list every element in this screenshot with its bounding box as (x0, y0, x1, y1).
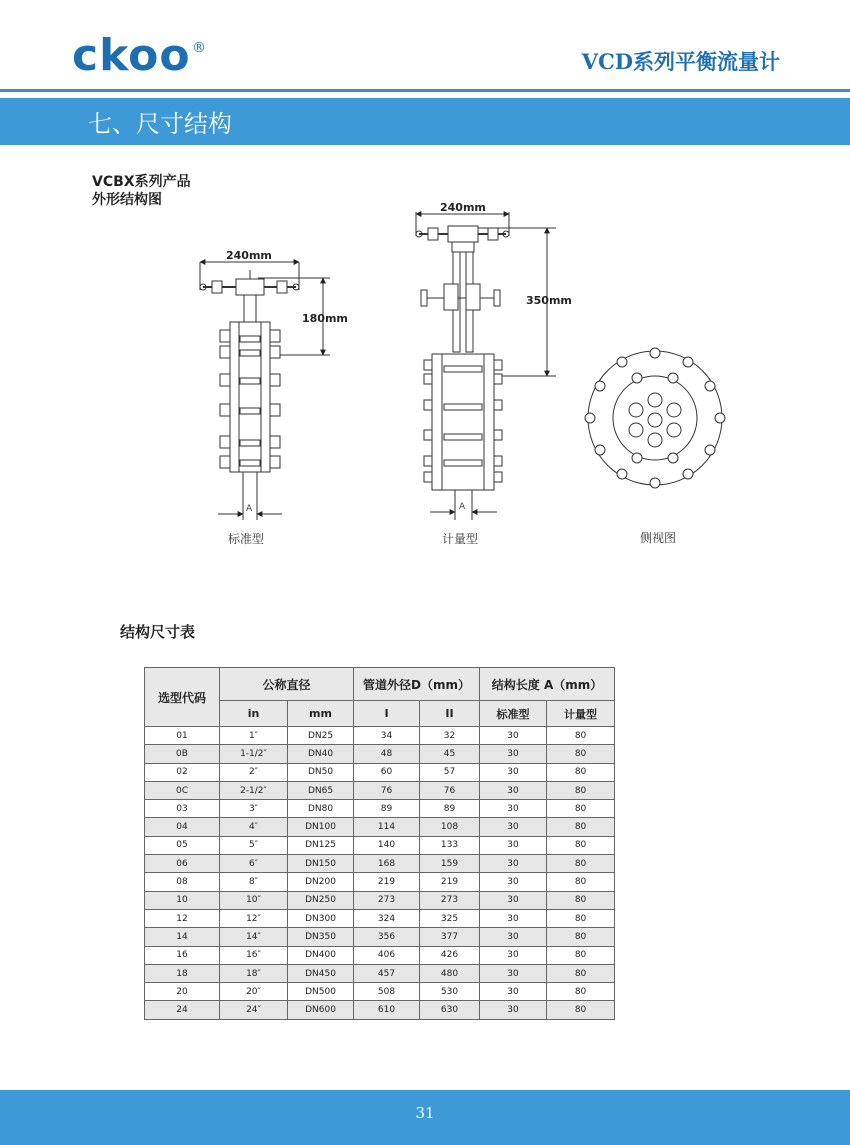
table-cell: 12 (145, 909, 220, 927)
table-cell: 0C (145, 781, 220, 799)
table-cell: 80 (547, 1001, 615, 1019)
table-cell: 30 (480, 763, 547, 781)
table-cell: 80 (547, 800, 615, 818)
table-cell: 2″ (220, 763, 288, 781)
table-cell: 45 (420, 745, 480, 763)
table-cell: 80 (547, 855, 615, 873)
table-cell: 8″ (220, 873, 288, 891)
table-cell: 30 (480, 946, 547, 964)
table-cell: 89 (420, 800, 480, 818)
table-cell: 76 (420, 781, 480, 799)
table-cell: 16 (145, 946, 220, 964)
table-cell: DN500 (288, 983, 354, 1001)
table-row (145, 781, 615, 799)
table-cell: 426 (420, 946, 480, 964)
header-standard: 标准型 (480, 701, 547, 727)
table-cell: DN65 (288, 781, 354, 799)
table-cell: 05 (145, 836, 220, 854)
table-cell: 02 (145, 763, 220, 781)
table-cell: 0B (145, 745, 220, 763)
table-cell: 168 (354, 855, 420, 873)
page-number: 31 (415, 1104, 435, 1122)
table-cell: 80 (547, 909, 615, 927)
table-row (145, 891, 615, 909)
metering-caption: 计量型 (442, 532, 479, 546)
dimension-table (144, 667, 615, 1020)
product-line-2: 外形结构图 (92, 192, 162, 208)
table-row (145, 909, 615, 927)
table-cell: 80 (547, 928, 615, 946)
table-cell: 18″ (220, 964, 288, 982)
table-cell: 610 (354, 1001, 420, 1019)
table-cell: DN350 (288, 928, 354, 946)
table-cell: 04 (145, 818, 220, 836)
table-row (145, 727, 615, 745)
table-cell: DN25 (288, 727, 354, 745)
table-cell: 24″ (220, 1001, 288, 1019)
table-cell: 356 (354, 928, 420, 946)
table-cell: 30 (480, 983, 547, 1001)
table-cell: 273 (354, 891, 420, 909)
table-cell: 14 (145, 928, 220, 946)
table-cell: 325 (420, 909, 480, 927)
table-cell: 30 (480, 818, 547, 836)
table-cell: 18 (145, 964, 220, 982)
table-cell: 30 (480, 781, 547, 799)
table-cell: 30 (480, 1001, 547, 1019)
table-cell: 80 (547, 727, 615, 745)
table-cell: 76 (354, 781, 420, 799)
table-cell: 80 (547, 781, 615, 799)
table-cell: 530 (420, 983, 480, 1001)
standard-caption: 标准型 (228, 532, 265, 546)
table-cell: DN40 (288, 745, 354, 763)
table-cell: DN125 (288, 836, 354, 854)
side-view-caption: 侧视图 (640, 531, 677, 545)
table-cell: 30 (480, 836, 547, 854)
header-in: in (220, 701, 288, 727)
table-cell: 108 (420, 818, 480, 836)
product-line-1: VCBX系列产品 (92, 174, 191, 190)
table-cell: 06 (145, 855, 220, 873)
table-cell: 30 (480, 800, 547, 818)
standard-type-drawing (200, 262, 330, 520)
table-cell: 20 (145, 983, 220, 1001)
table-row (145, 983, 615, 1001)
table-cell: 89 (354, 800, 420, 818)
table-cell: 20″ (220, 983, 288, 1001)
table-cell: DN450 (288, 964, 354, 982)
table-cell: 3″ (220, 800, 288, 818)
table-cell: 30 (480, 964, 547, 982)
table-cell: 30 (480, 891, 547, 909)
table-cell: DN600 (288, 1001, 354, 1019)
header-od-2: II (420, 701, 480, 727)
table-cell: 16″ (220, 946, 288, 964)
table-cell: DN400 (288, 946, 354, 964)
table-row (145, 818, 615, 836)
table-cell: 80 (547, 763, 615, 781)
table-cell: 80 (547, 891, 615, 909)
table-cell: 12″ (220, 909, 288, 927)
table-cell: 10″ (220, 891, 288, 909)
table-row (145, 855, 615, 873)
table-cell: DN150 (288, 855, 354, 873)
table-cell: 30 (480, 873, 547, 891)
table-cell: 1-1/2″ (220, 745, 288, 763)
table-cell: 32 (420, 727, 480, 745)
table-cell: 377 (420, 928, 480, 946)
table-cell: 34 (354, 727, 420, 745)
table-cell: DN50 (288, 763, 354, 781)
table-cell: 14″ (220, 928, 288, 946)
table-cell: 159 (420, 855, 480, 873)
header-rule (0, 89, 850, 92)
table-cell: 219 (354, 873, 420, 891)
table-row (145, 873, 615, 891)
table-row (145, 946, 615, 964)
table-cell: 324 (354, 909, 420, 927)
table-cell: 30 (480, 745, 547, 763)
header-metering: 计量型 (547, 701, 615, 727)
table-cell: 1″ (220, 727, 288, 745)
table-cell: 406 (354, 946, 420, 964)
table-cell: 480 (420, 964, 480, 982)
metering-a-label: A (459, 502, 466, 512)
metering-type-drawing (416, 212, 556, 520)
table-cell: 03 (145, 800, 220, 818)
section-title: 七、尺寸结构 (88, 110, 232, 138)
metering-width-dim: 240mm (440, 201, 486, 214)
table-cell: 30 (480, 727, 547, 745)
table-row (145, 964, 615, 982)
table-cell: DN200 (288, 873, 354, 891)
header-structure-length: 结构长度 A（mm） (480, 668, 615, 701)
registered-mark: ® (192, 40, 206, 56)
table-cell: 57 (420, 763, 480, 781)
header-mm: mm (288, 701, 354, 727)
table-cell: 457 (354, 964, 420, 982)
header-od-1: I (354, 701, 420, 727)
table-cell: 5″ (220, 836, 288, 854)
table-cell: DN100 (288, 818, 354, 836)
table-cell: 30 (480, 855, 547, 873)
side-view-drawing (585, 348, 725, 488)
metering-height-dim: 350mm (526, 294, 572, 307)
table-cell: DN250 (288, 891, 354, 909)
table-cell: 01 (145, 727, 220, 745)
table-cell: 30 (480, 928, 547, 946)
dimension-drawings (0, 190, 850, 560)
table-cell: 80 (547, 745, 615, 763)
header-model-code: 选型代码 (145, 668, 220, 727)
table-cell: 08 (145, 873, 220, 891)
table-cell: 273 (420, 891, 480, 909)
standard-height-dim: 180mm (302, 312, 348, 325)
table-cell: 4″ (220, 818, 288, 836)
table-cell: DN300 (288, 909, 354, 927)
table-cell: 80 (547, 983, 615, 1001)
brand-logo: ckoo (72, 30, 191, 81)
table-cell: 80 (547, 836, 615, 854)
table-cell: 80 (547, 818, 615, 836)
table-cell: 6″ (220, 855, 288, 873)
table-cell: 219 (420, 873, 480, 891)
table-cell: DN80 (288, 800, 354, 818)
header-pipe-od: 管道外径D（mm） (354, 668, 480, 701)
table-cell: 2-1/2″ (220, 781, 288, 799)
table-cell: 48 (354, 745, 420, 763)
table-cell: 80 (547, 873, 615, 891)
table-row (145, 745, 615, 763)
table-body (145, 727, 615, 1020)
table-cell: 10 (145, 891, 220, 909)
table-cell: 133 (420, 836, 480, 854)
table-row (145, 800, 615, 818)
table-row (145, 836, 615, 854)
standard-a-label: A (246, 504, 253, 514)
table-cell: 60 (354, 763, 420, 781)
table-cell: 114 (354, 818, 420, 836)
table-cell: 140 (354, 836, 420, 854)
table-row (145, 928, 615, 946)
table-row (145, 763, 615, 781)
table-title: 结构尺寸表 (120, 623, 196, 641)
table-cell: 24 (145, 1001, 220, 1019)
table-cell: 30 (480, 909, 547, 927)
table-row (145, 1001, 615, 1019)
table-cell: 80 (547, 946, 615, 964)
document-title: VCD系列平衡流量计 (581, 49, 780, 74)
header-nominal-diameter: 公称直径 (220, 668, 354, 701)
table-cell: 630 (420, 1001, 480, 1019)
table-cell: 80 (547, 964, 615, 982)
standard-width-dim: 240mm (226, 249, 272, 262)
table-cell: 508 (354, 983, 420, 1001)
